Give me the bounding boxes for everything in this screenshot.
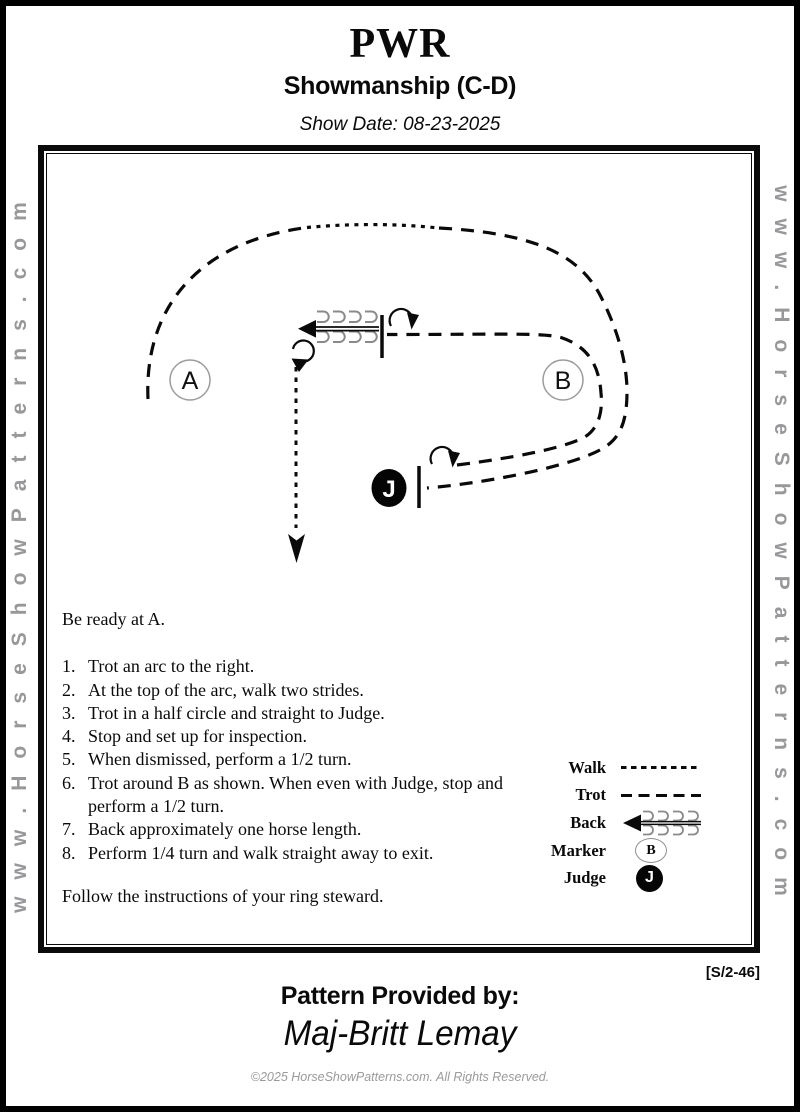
pattern-code: [S/2-46] — [705, 964, 760, 981]
judge-marker — [372, 469, 407, 507]
instruction-step — [62, 748, 532, 771]
legend-label: Judge — [563, 868, 606, 888]
marker-a — [170, 360, 210, 400]
back-symbol-icon — [621, 810, 707, 836]
watermark-right: www.HorseShowPatterns.com — [770, 185, 793, 913]
legend-label: Trot — [575, 785, 606, 805]
legend — [540, 754, 715, 892]
judge-symbol-icon: J — [636, 865, 663, 892]
provided-by-name: Maj-Britt Lemay — [283, 1014, 517, 1053]
step-text: Stop and set up for inspection. — [88, 726, 307, 747]
step-number: 3. — [62, 702, 76, 723]
marker-symbol-icon: B — [635, 838, 667, 863]
trot-line-icon — [621, 794, 701, 797]
step-number: 1. — [62, 656, 76, 677]
class-subtitle: Showmanship (C-D) — [283, 72, 517, 100]
half-turn-arrow-judge-icon — [431, 447, 460, 468]
half-turn-arrow-center-icon — [390, 309, 419, 330]
legend-row-marker — [540, 837, 715, 865]
instruction-step — [62, 655, 532, 678]
page-title: PWR — [349, 21, 451, 67]
copyright-line: ©2025 HorseShowPatterns.com. All Rights Reserved. — [250, 1070, 550, 1084]
marker-a-label: A — [181, 367, 199, 395]
steps-list — [62, 655, 532, 865]
marker-b-label: B — [554, 367, 572, 395]
instructions-intro: Be ready at A. — [62, 609, 165, 629]
legend-label: Back — [570, 812, 606, 832]
instructions-block — [62, 608, 532, 908]
step-text: When dismissed, perform a 1/2 turn. — [88, 749, 352, 770]
instruction-step — [62, 842, 532, 865]
step-text: Trot in a half circle and straight to Judge. — [88, 702, 385, 723]
step-number: 2. — [62, 679, 76, 700]
legend-row-back — [540, 809, 715, 837]
step-number: 7. — [62, 819, 76, 840]
step-text: At the top of the arc, walk two strides. — [88, 679, 364, 700]
exit-arrowhead-icon — [288, 534, 305, 563]
step-text: Trot around B as shown. When even with Judge, stop and perform a 1/2 turn. — [88, 772, 503, 817]
legend-row-judge — [540, 864, 715, 892]
legend-label: Walk — [568, 757, 606, 777]
legend-row-trot — [540, 782, 715, 810]
instructions-outro: Follow the instructions of your ring steward. — [62, 885, 384, 906]
step-number: 8. — [62, 842, 76, 863]
walk-top-segment — [307, 225, 439, 228]
judge-label: J — [382, 476, 396, 503]
step-number: 5. — [62, 749, 76, 770]
marker-b — [543, 360, 583, 400]
trot-arc-right-to-judge — [427, 228, 627, 488]
instruction-step — [62, 725, 532, 748]
instruction-step — [62, 772, 532, 819]
instruction-step — [62, 679, 532, 702]
legend-label: Marker — [551, 840, 606, 860]
watermark-left: www.HorseShowPatterns.com — [8, 185, 31, 913]
step-text: Trot an arc to the right. — [88, 656, 255, 677]
show-date: Show Date: 08-23-2025 — [299, 114, 501, 135]
step-number: 6. — [62, 772, 76, 793]
instruction-step — [62, 702, 532, 725]
provided-by-label: Pattern Provided by: — [280, 982, 520, 1010]
walk-line-icon — [621, 766, 701, 769]
step-number: 4. — [62, 726, 76, 747]
step-text: Perform 1/4 turn and walk straight away to exit. — [88, 842, 434, 863]
legend-row-walk — [540, 754, 715, 782]
instruction-step — [62, 818, 532, 841]
step-text: Back approximately one horse length. — [88, 819, 362, 840]
